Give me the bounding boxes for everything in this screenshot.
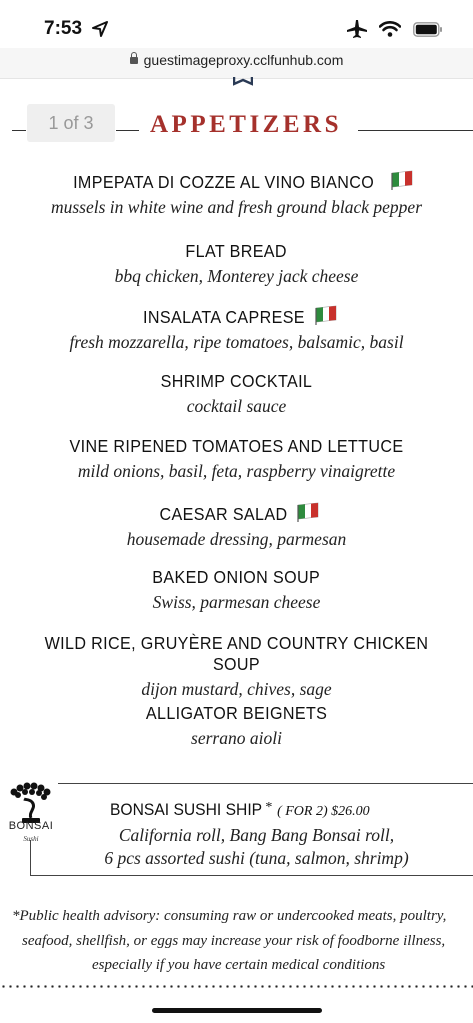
- menu-item-description: Swiss, parmesan cheese: [152, 592, 321, 612]
- section-title: APPETIZERS: [150, 111, 342, 138]
- menu-item-name: IMPEPATA DI COZZE AL VINO BIANCO: [73, 172, 375, 192]
- home-indicator[interactable]: [152, 1008, 322, 1013]
- menu-item-name: BAKED ONION SOUP: [152, 567, 321, 587]
- menu-item-description: bbq chicken, Monterey jack cheese: [114, 266, 359, 286]
- wifi-icon: [379, 21, 401, 37]
- menu-item-name: INSALATA CAPRESE: [143, 307, 305, 327]
- location-arrow-icon: [92, 21, 108, 37]
- menu-item: [0, 633, 473, 700]
- menu-item-description: mild onions, basil, feta, raspberry vinaigrette: [77, 461, 396, 481]
- browser-url-bar[interactable]: [0, 48, 473, 79]
- menu-item: [0, 241, 473, 287]
- bonsai-logo-subtext: Sushi: [23, 835, 39, 843]
- battery-icon: [413, 22, 443, 37]
- header-rule-mid: [116, 130, 139, 131]
- menu-item: [0, 567, 473, 613]
- menu-item-description: fresh mozzarella, ripe tomatoes, balsamic, basil: [69, 332, 404, 352]
- ribbon-decoration: [233, 77, 253, 87]
- menu-item-name: SHRIMP COCKTAIL: [160, 371, 313, 391]
- menu-item: [0, 436, 473, 482]
- sushi-box-top-rule: [30, 783, 473, 784]
- url-display[interactable]: [0, 52, 473, 68]
- sushi-ship-price: ( FOR 2) $26.00: [277, 804, 370, 819]
- menu-item-description: serrano aioli: [191, 728, 282, 748]
- italian-flag-icon: [297, 502, 319, 522]
- menu-item: [0, 502, 473, 550]
- menu-item-name: CAESAR SALAD: [160, 504, 288, 524]
- italian-flag-icon: [391, 170, 413, 190]
- menu-item-name: WILD RICE, GRUYÈRE AND COUNTRY CHICKEN SOUP: [44, 633, 429, 674]
- status-time: 7:53: [44, 18, 83, 39]
- menu-item-name: FLAT BREAD: [185, 241, 288, 261]
- dotted-divider: [0, 985, 473, 988]
- sushi-ship-mark: *: [265, 800, 273, 815]
- lock-icon: [130, 57, 138, 64]
- sushi-ship-title: [110, 800, 370, 820]
- menu-item-description: housemade dressing, parmesan: [126, 529, 347, 549]
- sushi-ship-name: BONSAI SUSHI SHIP: [110, 800, 263, 819]
- menu-item-description: cocktail sauce: [186, 396, 287, 416]
- sushi-box-bottom-rule: [30, 875, 473, 876]
- italian-flag-icon: [315, 305, 337, 325]
- sushi-ship-desc-line1: California roll, Bang Bang Bonsai roll,: [118, 825, 395, 845]
- url-text: guestimageproxy.cclfunhub.com: [143, 52, 344, 68]
- menu-item: [0, 371, 473, 417]
- header-rule-left: [12, 130, 26, 131]
- advisory-line1: *Public health advisory: consuming raw or undercooked meats, poultry,: [12, 908, 447, 924]
- sushi-ship-desc-line2: 6 pcs assorted sushi (tuna, salmon, shrimp): [104, 848, 409, 868]
- advisory-line2: seafood, shellfish, or eggs may increase your risk of foodborne illness,: [22, 933, 446, 949]
- page-indicator: 1 of 3: [27, 104, 115, 142]
- menu-item-description: dijon mustard, chives, sage: [141, 679, 332, 699]
- menu-item-name: ALLIGATOR BEIGNETS: [145, 703, 328, 723]
- menu-item-name: VINE RIPENED TOMATOES AND LETTUCE: [69, 436, 404, 456]
- menu-item: [0, 305, 473, 353]
- airplane-icon: [347, 20, 367, 38]
- header-rule-right: [358, 130, 473, 131]
- menu-item: [0, 170, 473, 218]
- bonsai-logo-text: BONSAI: [8, 820, 54, 832]
- menu-item: [0, 703, 473, 749]
- menu-item-description: mussels in white wine and fresh ground black pepper: [50, 197, 423, 217]
- advisory-line3: especially if you have certain medical conditions: [92, 957, 386, 973]
- status-bar: [0, 0, 473, 48]
